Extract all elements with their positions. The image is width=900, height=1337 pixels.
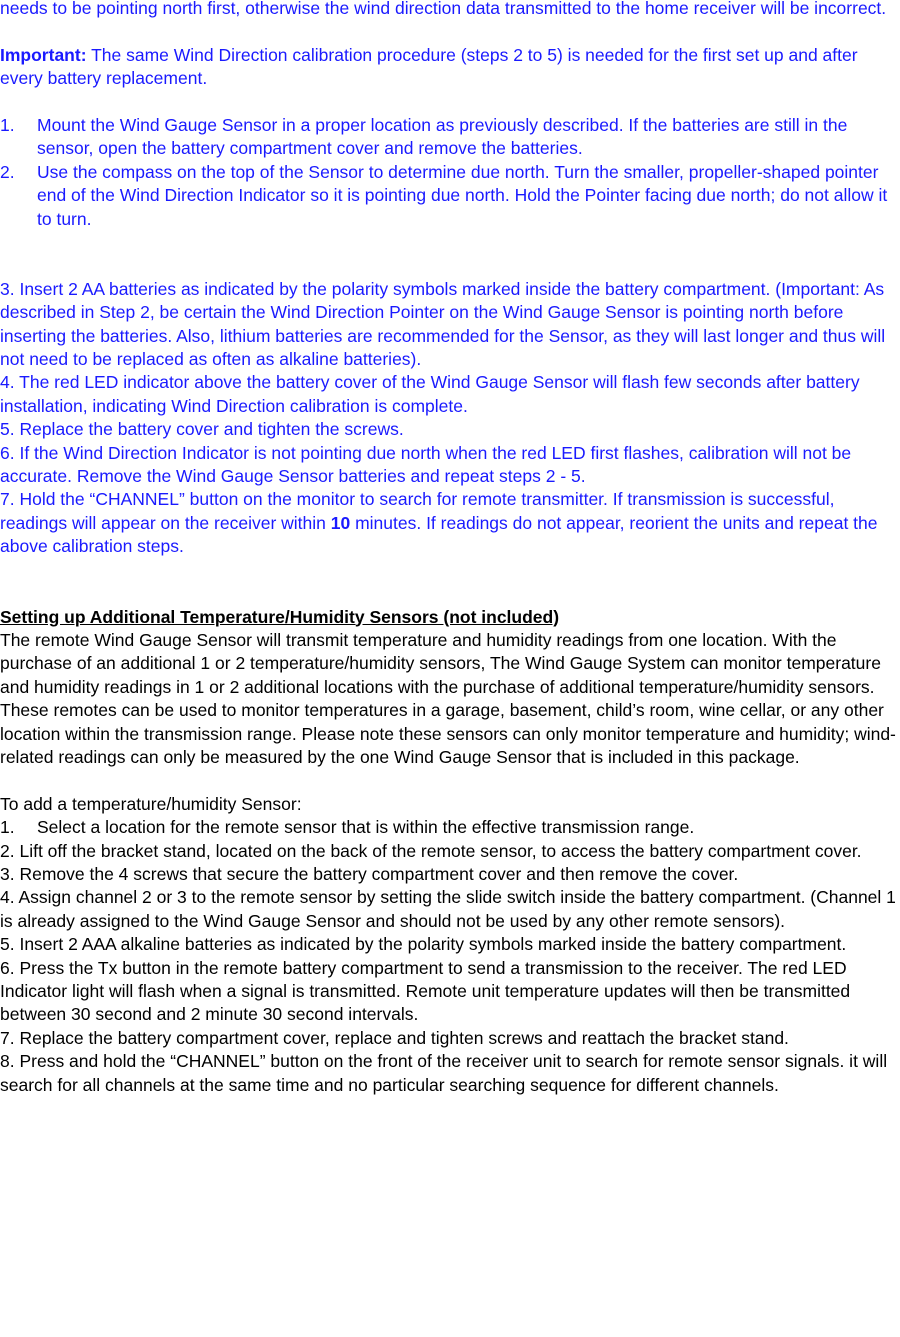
step7-before: 7. Hold the “CHANNEL” button on the monitor to search for remote transmitter. If transmission is successful, readings will appear on the receiver within — [0, 489, 835, 533]
calibration-step-5: 5. Replace the battery cover and tighten the screws. — [0, 419, 404, 440]
step-number: 2. — [0, 161, 15, 182]
add-sensor-title: To add a temperature/humidity Sensor: — [0, 793, 302, 814]
list-item — [0, 114, 900, 161]
section-description: The remote Wind Gauge Sensor will transmit temperature and humidity readings from one location. With the purchase of an additional 1 or 2 temperature/humidity sensors, The Wind Gauge System can monitor temperature and humidity readings in 1 or 2 additional locations with the purchase of additional temperature/humidity sensors. These remotes can be used to monitor temperatures in a garage, basement, child’s room, wine cellar, or any other location within the transmission range. Please note these sensors can only monitor temperature and humidity; wind-related readings can only be measured by the one Wind Gauge Sensor that is included in this package. — [0, 629, 896, 767]
important-label: Important: — [0, 44, 87, 65]
add-sensor-first-step — [0, 816, 900, 839]
add-sensor-step-2: 2. Lift off the bracket stand, located on the back of the remote sensor, to access the battery compartment cover. — [0, 840, 862, 861]
calibration-section — [0, 0, 900, 559]
calibration-step-6: 6. If the Wind Direction Indicator is not pointing due north when the red LED first flashes, calibration will not be accurate. Remove the Wind Gauge Sensor batteries and repeat steps 2 - 5. — [0, 442, 852, 487]
calibration-step-7 — [0, 488, 900, 558]
step-number: 1. — [0, 817, 15, 838]
step-number: 1. — [0, 115, 15, 135]
add-sensor-step-4: 4. Assign channel 2 or 3 to the remote sensor by setting the slide switch inside the battery compartment. (Channel 1 is already assigned to the Wind Gauge Sensor and should not be used by any other remote sensors). — [0, 887, 896, 931]
section-heading: Setting up Additional Temperature/Humidity Sensors (not included) — [0, 606, 560, 627]
calibration-step-4: 4. The red LED indicator above the battery cover of the Wind Gauge Sensor will flash few seconds after battery installation, indicating Wind Direction calibration is complete. — [0, 372, 860, 416]
intro-continuation: needs to be pointing north first, otherwise the wind direction data transmitted to the home receiver will be incorrect. — [0, 0, 887, 18]
step7-minutes: 10 — [330, 512, 351, 533]
additional-sensors-section — [0, 606, 900, 1098]
step-text: Use the compass on the top of the Sensor to determine due north. Turn the smaller, propeller-shaped pointer end of the Wind Direction Indicator so it is pointing due north. Hold the Pointer facing due north; do not allow it to turn. — [37, 161, 888, 229]
step7-after: minutes. If readings do not appear, reorient the units and repeat the above calibration steps. — [0, 512, 878, 557]
calibration-numbered-steps — [0, 114, 900, 231]
list-item — [0, 161, 900, 231]
calibration-step-3: 3. Insert 2 AA batteries as indicated by the polarity symbols marked inside the battery compartment. (Important: As described in Step 2, be certain the Wind Direction Pointer on the Wind Gauge Sensor is pointing north before inserting the batteries. Also, lithium batteries are recommended for the Sensor, as they will last longer and thus will not need to be replaced as often as alkaline batteries). — [0, 278, 886, 370]
important-note — [0, 44, 900, 91]
step-text: Select a location for the remote sensor that is within the effective transmission range. — [37, 817, 695, 838]
add-sensor-step-8: 8. Press and hold the “CHANNEL” button on the front of the receiver unit to search for remote sensor signals. it will search for all channels at the same time and no particular searching sequence for different channels. — [0, 1051, 888, 1095]
add-sensor-step-5: 5. Insert 2 AAA alkaline batteries as indicated by the polarity symbols marked inside the battery compartment. — [0, 934, 847, 955]
step-text: Mount the Wind Gauge Sensor in a proper location as previously described. If the batteries are still in the sensor, open the battery compartment cover and remove the batteries. — [37, 115, 848, 159]
list-item — [0, 816, 900, 839]
important-text: The same Wind Direction calibration procedure (steps 2 to 5) is needed for the first set up and after every battery replacement. — [0, 44, 858, 89]
add-sensor-step-6: 6. Press the Tx button in the remote battery compartment to send a transmission to the receiver. The red LED Indicator light will flash when a signal is transmitted. Remote unit temperature updates will then be transmitted between 30 second and 2 minute 30 second intervals. — [0, 957, 851, 1025]
add-sensor-step-3: 3. Remove the 4 screws that secure the battery compartment cover and then remove the cover. — [0, 863, 739, 884]
add-sensor-step-7: 7. Replace the battery compartment cover, replace and tighten screws and reattach the bracket stand. — [0, 1027, 789, 1048]
